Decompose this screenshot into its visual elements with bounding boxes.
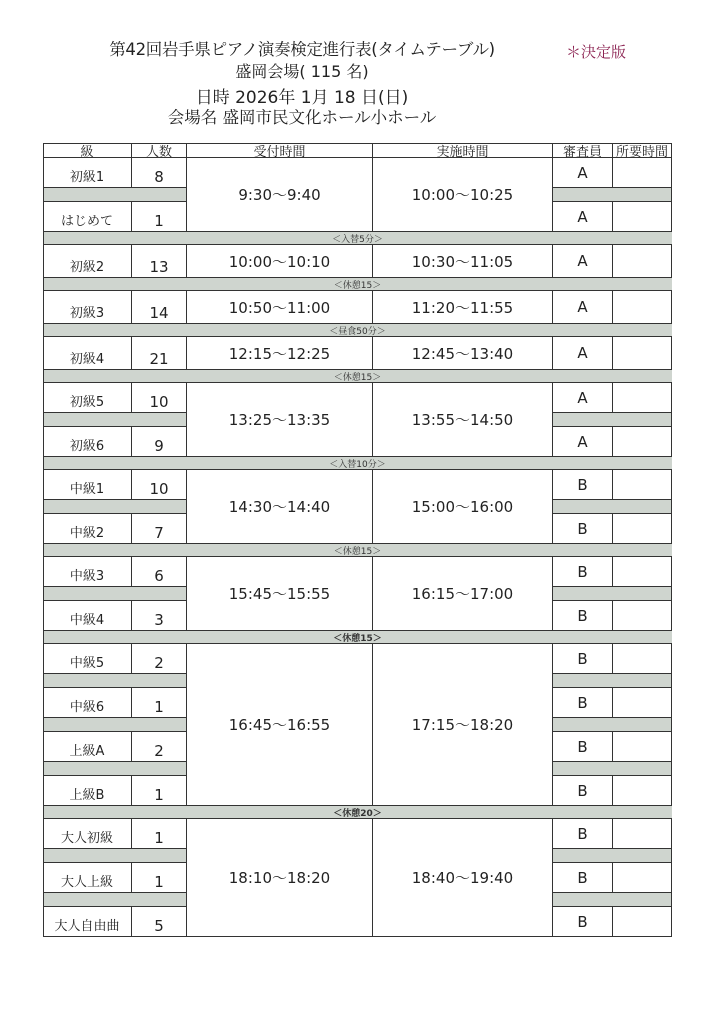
duration-cell: [613, 819, 672, 849]
judge-cell: B: [553, 776, 613, 806]
duration-cell: [613, 732, 672, 762]
judge-cell: B: [553, 470, 613, 500]
participant-count: 2: [132, 644, 187, 674]
row-separator: [553, 674, 672, 688]
grade-label: 大人上級: [43, 863, 132, 893]
duration-cell: [613, 291, 672, 324]
column-header: 実施時間: [373, 143, 553, 158]
row-separator: [43, 500, 187, 514]
judge-cell: B: [553, 601, 613, 631]
participant-count: 21: [132, 337, 187, 370]
break-row: ＜入替10分＞: [43, 457, 672, 470]
participant-count: 10: [132, 383, 187, 413]
grade-label: 大人初級: [43, 819, 132, 849]
duration-cell: [613, 337, 672, 370]
duration-cell: [613, 427, 672, 457]
participant-count: 9: [132, 427, 187, 457]
performance-time: 18:40～19:40: [373, 819, 553, 937]
break-row: ＜休憩20＞: [43, 806, 672, 819]
duration-cell: [613, 158, 672, 188]
participant-count: 1: [132, 688, 187, 718]
participant-count: 2: [132, 732, 187, 762]
row-separator: [553, 188, 672, 202]
performance-time: 11:20～11:55: [373, 291, 553, 324]
participant-count: 6: [132, 557, 187, 587]
row-separator: [43, 188, 187, 202]
row-separator: [553, 849, 672, 863]
row-separator: [553, 718, 672, 732]
venue-name: 会場名 盛岡市民文化ホール小ホール: [167, 108, 437, 127]
row-separator: [43, 849, 187, 863]
performance-time: 16:15～17:00: [373, 557, 553, 631]
duration-cell: [613, 514, 672, 544]
grade-label: 初級3: [43, 291, 132, 324]
duration-cell: [613, 245, 672, 278]
final-version-badge: ＊決定版: [566, 43, 627, 61]
row-separator: [553, 413, 672, 427]
judge-cell: B: [553, 732, 613, 762]
row-separator: [553, 893, 672, 907]
timetable: [43, 143, 672, 937]
judge-cell: B: [553, 688, 613, 718]
column-header: 人数: [132, 143, 187, 158]
participant-count: 7: [132, 514, 187, 544]
performance-time: 13:55～14:50: [373, 383, 553, 457]
row-separator: [43, 413, 187, 427]
judge-cell: B: [553, 514, 613, 544]
judge-cell: B: [553, 907, 613, 937]
grade-label: 中級5: [43, 644, 132, 674]
duration-cell: [613, 470, 672, 500]
row-separator: [43, 718, 187, 732]
grade-label: 上級B: [43, 776, 132, 806]
grade-label: 大人自由曲: [43, 907, 132, 937]
break-row: ＜入替5分＞: [43, 232, 672, 245]
judge-cell: B: [553, 557, 613, 587]
duration-cell: [613, 601, 672, 631]
judge-cell: A: [553, 291, 613, 324]
judge-cell: B: [553, 863, 613, 893]
judge-cell: A: [553, 158, 613, 188]
row-separator: [43, 674, 187, 688]
row-separator: [43, 762, 187, 776]
participant-count: 1: [132, 202, 187, 232]
grade-label: 中級4: [43, 601, 132, 631]
performance-time: 10:30～11:05: [373, 245, 553, 278]
judge-cell: A: [553, 427, 613, 457]
performance-time: 17:15～18:20: [373, 644, 553, 806]
column-header: 級: [43, 143, 132, 158]
participant-count: 13: [132, 245, 187, 278]
grade-label: 上級A: [43, 732, 132, 762]
break-row: ＜昼食50分＞: [43, 324, 672, 337]
duration-cell: [613, 202, 672, 232]
duration-cell: [613, 863, 672, 893]
grade-label: 中級3: [43, 557, 132, 587]
performance-time: 15:00～16:00: [373, 470, 553, 544]
participant-count: 1: [132, 863, 187, 893]
participant-count: 1: [132, 776, 187, 806]
participant-count: 10: [132, 470, 187, 500]
grade-label: はじめて: [43, 202, 132, 232]
grade-label: 初級6: [43, 427, 132, 457]
reception-time: 14:30～14:40: [187, 470, 373, 544]
duration-cell: [613, 688, 672, 718]
column-header: 所要時間: [613, 143, 672, 158]
duration-cell: [613, 907, 672, 937]
grade-label: 中級1: [43, 470, 132, 500]
grade-label: 中級6: [43, 688, 132, 718]
participant-count: 3: [132, 601, 187, 631]
duration-cell: [613, 776, 672, 806]
reception-time: 10:00～10:10: [187, 245, 373, 278]
column-header: 審査員: [553, 143, 613, 158]
judge-cell: A: [553, 245, 613, 278]
row-separator: [43, 587, 187, 601]
venue-count: 盛岡会場( 115 名): [235, 62, 369, 81]
break-row: ＜休憩15＞: [43, 370, 672, 383]
row-separator: [553, 587, 672, 601]
row-separator: [553, 500, 672, 514]
column-header: 受付時間: [187, 143, 373, 158]
reception-time: 15:45～15:55: [187, 557, 373, 631]
grade-label: 初級1: [43, 158, 132, 188]
grade-label: 初級4: [43, 337, 132, 370]
judge-cell: A: [553, 383, 613, 413]
break-row: ＜休憩15＞: [43, 631, 672, 644]
grade-label: 初級5: [43, 383, 132, 413]
duration-cell: [613, 383, 672, 413]
participant-count: 14: [132, 291, 187, 324]
performance-time: 10:00～10:25: [373, 158, 553, 232]
participant-count: 1: [132, 819, 187, 849]
duration-cell: [613, 557, 672, 587]
page-title: 第42回岩手県ピアノ演奏検定進行表(タイムテーブル): [109, 40, 495, 59]
grade-label: 中級2: [43, 514, 132, 544]
reception-time: 18:10～18:20: [187, 819, 373, 937]
judge-cell: B: [553, 819, 613, 849]
judge-cell: A: [553, 202, 613, 232]
reception-time: 16:45～16:55: [187, 644, 373, 806]
participant-count: 8: [132, 158, 187, 188]
reception-time: 13:25～13:35: [187, 383, 373, 457]
grade-label: 初級2: [43, 245, 132, 278]
duration-cell: [613, 644, 672, 674]
reception-time: 9:30～9:40: [187, 158, 373, 232]
break-row: ＜休憩15＞: [43, 544, 672, 557]
reception-time: 12:15～12:25: [187, 337, 373, 370]
event-date: 日時 2026年 1月 18 日(日): [195, 88, 409, 108]
break-row: ＜休憩15＞: [43, 278, 672, 291]
participant-count: 5: [132, 907, 187, 937]
performance-time: 12:45～13:40: [373, 337, 553, 370]
row-separator: [43, 893, 187, 907]
reception-time: 10:50～11:00: [187, 291, 373, 324]
row-separator: [553, 762, 672, 776]
judge-cell: A: [553, 337, 613, 370]
judge-cell: B: [553, 644, 613, 674]
